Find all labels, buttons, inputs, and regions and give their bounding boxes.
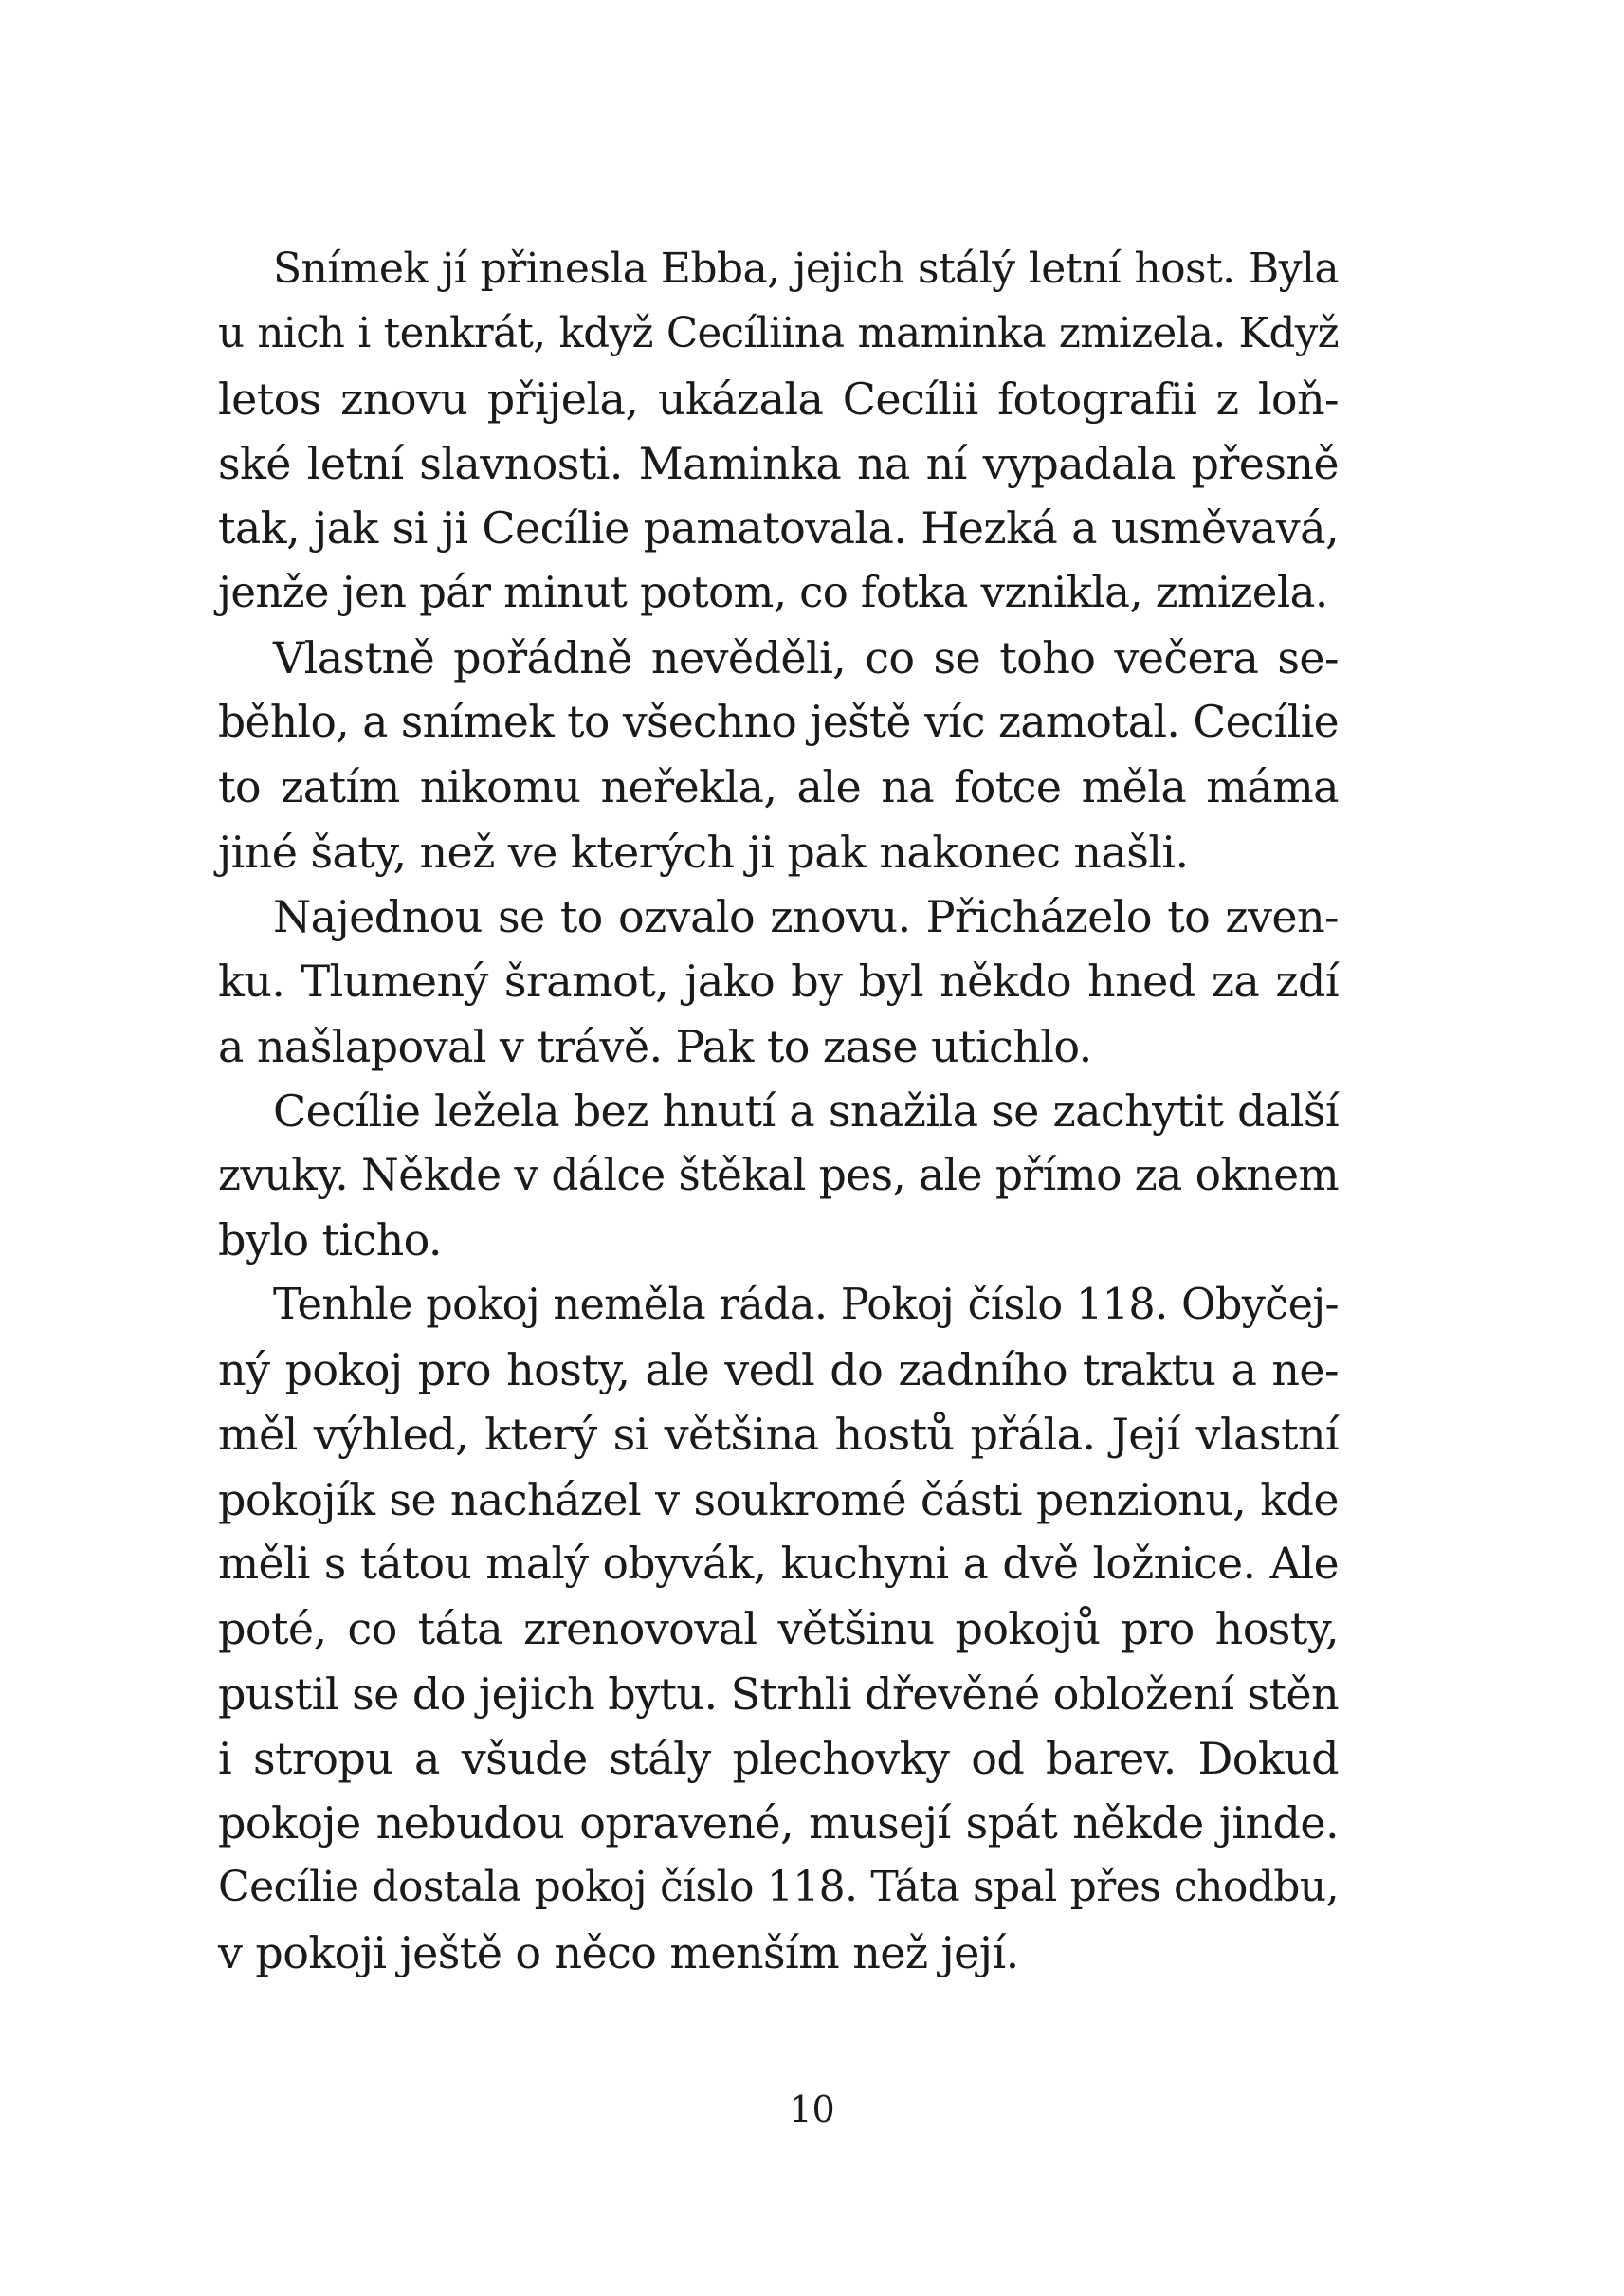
text-line: Cecílie dostala pokoj číslo 118. Táta spal přes chodbu, <box>218 1863 1339 1912</box>
text-line: měli s tátou malý obyvák, kuchyni a dvě ložnice. Ale <box>218 1538 1339 1589</box>
text-line: to zatím nikomu neřekla, ale na fotce měla máma <box>218 761 1339 813</box>
text-line: Cecílie ležela bez hnutí a snažila se zachytit další <box>273 1084 1339 1137</box>
text-line: ské letní slavnosti. Maminka na ní vypadala přesně <box>218 437 1339 489</box>
text-line: jenže jen pár minut potom, co fotka vznikla, zmizela. <box>218 567 1328 618</box>
text-line: Snímek jí přinesla Ebba, jejich stálý letní host. Byla <box>273 245 1339 293</box>
text-line: i stropu a všude stály plechovky od barev. Dokud <box>218 1732 1339 1784</box>
paragraph <box>218 1079 1339 1273</box>
text-line: běhlo, a snímek to všechno ještě víc zamotal. Cecílie <box>218 697 1339 748</box>
paragraph <box>218 1273 1339 1985</box>
text-line: ný pokoj pro hosty, ale vedl do zadního traktu a ne- <box>218 1344 1339 1396</box>
text-line: poté, co táta zrenovoval většinu pokojů pro hosty, <box>218 1603 1339 1655</box>
text-line: ku. Tlumený šramot, jako by byl někdo hned za zdí <box>218 956 1339 1008</box>
paragraph <box>218 884 1339 1079</box>
book-page-text <box>218 237 1339 1985</box>
text-line: letos znovu přijela, ukázala Cecílii fotografii z loň- <box>218 373 1339 425</box>
text-line: Tenhle pokoj neměla ráda. Pokoj číslo 118. Obyčej- <box>273 1280 1339 1329</box>
text-line: měl výhled, který si většina hostů přála. Její vlastní <box>218 1409 1339 1461</box>
text-line: bylo ticho. <box>218 1214 442 1266</box>
text-line: a našlapoval v trávě. Pak to zase utichlo. <box>218 1020 1092 1072</box>
text-line: pokoje nebudou opravené, musejí spát někde jinde. <box>218 1797 1339 1850</box>
text-line: zvuky. Někde v dálce štěkal pes, ale přímo za oknem <box>218 1150 1339 1201</box>
page-number: 10 <box>789 2088 835 2130</box>
paragraph <box>218 237 1339 626</box>
text-line: u nich i tenkrát, když Cecíliina maminka zmizela. Když <box>218 310 1339 358</box>
text-line: pokojík se nacházel v soukromé části penzionu, kde <box>218 1473 1339 1525</box>
text-line: Najednou se to ozvalo znovu. Přicházelo to zven- <box>273 890 1339 942</box>
text-line: pustil se do jejich bytu. Strhli dřevěné obložení stěn <box>218 1667 1339 1720</box>
text-line: v pokoji ještě o něco menším než její. <box>218 1926 1019 1978</box>
text-line: tak, jak si ji Cecílie pamatovala. Hezká a usměvavá, <box>218 502 1339 555</box>
paragraph <box>218 626 1339 884</box>
text-line: Vlastně pořádně nevěděli, co se toho večera se- <box>273 631 1339 683</box>
text-line: jiné šaty, než ve kterých ji pak nakonec našli. <box>218 826 1189 878</box>
